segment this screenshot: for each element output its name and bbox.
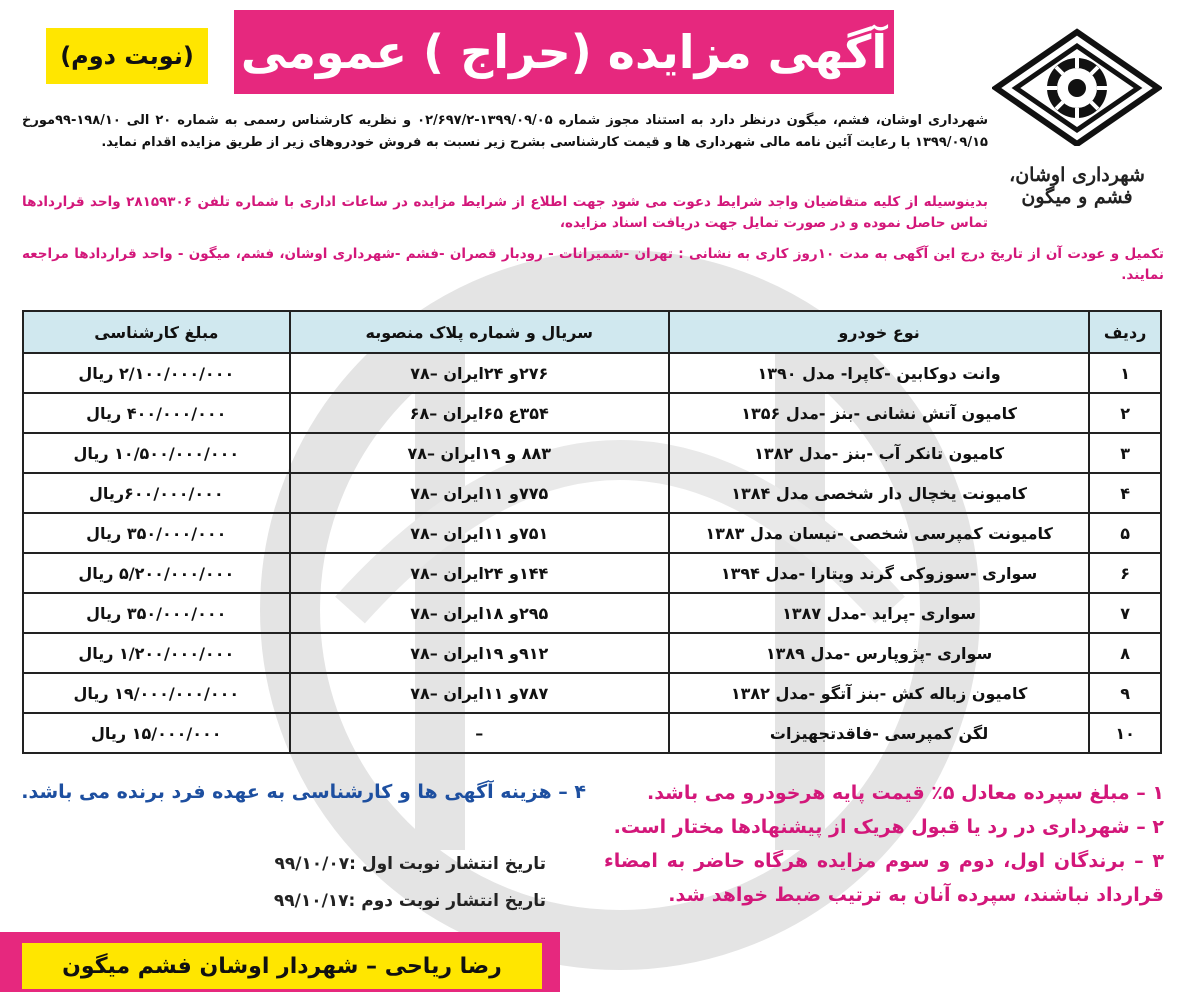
plate-number: ۳۵۴ع ۶۵ایران –۶۸ [290,393,669,433]
table-header-row [23,311,1161,353]
vehicle-type: کامیون تانکر آب -بنز -مدل ۱۳۸۲ [669,433,1089,473]
intro-paragraph: شهرداری اوشان، فشم، میگون درنظر دارد به استناد مجوز شماره ۱۳۹۹/۰۹/۰۵-۰۲/۶۹۷/۲ و نظریه کارشناس رسمی به شماره ۲۰ الی ۱۹۸/۱۰-۹۹مورخ ۱۳۹۹/۰۹/۱۵ با رعایت آئین نامه مالی شهرداری ها و قیمت کارشناسی بشرح زیر نسبت به فروش خودروهای زیر از طریق مزایده اقدام نماید. [22,113,988,150]
note-rejection-right: ۲ – شهرداری در رد یا قبول هریک از پیشنهادها مختار است. [613,816,1164,838]
vehicle-type: لگن کمپرسی -فاقدتجهیزات [669,713,1089,753]
appraisal-price: ۱۰/۵۰۰/۰۰۰/۰۰۰ ریال [23,433,290,473]
table-row [23,513,1161,553]
round-badge [46,28,208,84]
appraisal-price: ۳۵۰/۰۰۰/۰۰۰ ریال [23,513,290,553]
plate-number: ۷۷۵و ۱۱ایران –۷۸ [290,473,669,513]
plate-number: ۷۵۱و ۱۱ایران –۷۸ [290,513,669,553]
row-number: ۱۰ [1089,713,1161,753]
appraisal-price: ۵/۲۰۰/۰۰۰/۰۰۰ ریال [23,553,290,593]
header-price: مبلغ کارشناسی [23,311,290,353]
table-row [23,673,1161,713]
plate-number: ۸۸۳ و ۱۹ایران –۷۸ [290,433,669,473]
appraisal-price: ۱۵/۰۰۰/۰۰۰ ریال [23,713,290,753]
vehicle-type: سواری -سوزوکی گرند ویتارا -مدل ۱۳۹۴ [669,553,1089,593]
appraisal-price: ۱۹/۰۰۰/۰۰۰/۰۰۰ ریال [23,673,290,713]
vehicle-type: سواری -پراید -مدل ۱۳۸۷ [669,593,1089,633]
row-number: ۹ [1089,673,1161,713]
round-badge-label: (نوبت دوم) [60,42,194,70]
plate-number: ۱۴۴و ۲۴ایران –۷۸ [290,553,669,593]
conditions-notes [604,776,1164,912]
invitation-continued: تکمیل و عودت آن از تاریخ درج این آگهی به مدت ۱۰روز کاری به نشانی : تهران -شمیرانات - رودبار قصران -فشم -شهرداری اوشان، فشم، میگون - واحد قراردادها مراجعه نمایند. [22,246,1164,283]
table-row [23,593,1161,633]
vehicle-type: کامیونت کمپرسی شخصی -نیسان مدل ۱۳۸۳ [669,513,1089,553]
row-number: ۶ [1089,553,1161,593]
row-number: ۱ [1089,353,1161,393]
signature-bar [22,943,542,989]
row-number: ۷ [1089,593,1161,633]
page-title-banner [234,10,894,94]
header-plate: سریال و شماره پلاک منصوبه [290,311,669,353]
header-vehicle-type: نوع خودرو [669,311,1089,353]
plate-number: ۲۷۶و ۲۴ایران –۷۸ [290,353,669,393]
note-winners: ۳ – برندگان اول، دوم و سوم مزایده هرگاه حاضر به امضاء قرارداد نباشند، سپرده آنان به ترتیب ضبط خواهد شد. [604,850,1164,906]
vehicle-type: کامیونت یخچال دار شخصی مدل ۱۳۸۴ [669,473,1089,513]
table-row [23,713,1161,753]
row-number: ۳ [1089,433,1161,473]
vehicle-type: کامیون زباله کش -بنز آتگو -مدل ۱۳۸۲ [669,673,1089,713]
header-row-number: ردیف [1089,311,1161,353]
logo-text: شهرداری اوشان، فشم و میگون [1009,164,1145,208]
table-row [23,553,1161,593]
plate-number: ۹۱۲و ۱۹ایران –۷۸ [290,633,669,673]
row-number: ۴ [1089,473,1161,513]
cost-note: ۴ – هزینه آگهی ها و کارشناسی به عهده فرد برنده می باشد. [21,781,586,803]
vehicle-type: کامیون آتش نشانی -بنز -مدل ۱۳۵۶ [669,393,1089,433]
table-row [23,353,1161,393]
appraisal-price: ۴۰۰/۰۰۰/۰۰۰ ریال [23,393,290,433]
table-row [23,433,1161,473]
plate-number: ۲۹۵و ۱۸ایران –۷۸ [290,593,669,633]
logo-emblem-icon [992,28,1162,146]
note-deposit: ۱ – مبلغ سپرده معادل ۵٪ قیمت پایه هرخودرو می باشد. [646,782,1164,804]
invitation-paragraph: بدینوسیله از کلیه متقاضیان واجد شرایط دعوت می شود جهت اطلاع از شرایط مزایده در ساعات اداری با شماره تلفن ۲۸۱۵۹۳۰۶ واحد قراردادها تماس حاصل نموده و در صورت تمایل جهت دریافت اسناد مزایده، [22,194,988,231]
appraisal-price: ۳۵۰/۰۰۰/۰۰۰ ریال [23,593,290,633]
vehicles-table [22,310,1162,754]
row-number: ۵ [1089,513,1161,553]
row-number: ۲ [1089,393,1161,433]
table-row [23,473,1161,513]
table-row [23,393,1161,433]
vehicle-type: سواری -پژوپارس -مدل ۱۳۸۹ [669,633,1089,673]
second-publish-date: تاریخ انتشار نوبت دوم :۹۹/۱۰/۱۷ [273,891,546,911]
appraisal-price: ۲/۱۰۰/۰۰۰/۰۰۰ ریال [23,353,290,393]
mayor-signature: رضا ریاحی – شهردار اوشان فشم میگون [62,953,502,979]
appraisal-price: ۱/۲۰۰/۰۰۰/۰۰۰ ریال [23,633,290,673]
page-title: آگهی مزایده (حراج ) عمومی [240,25,888,79]
municipality-logo [992,28,1162,208]
first-publish-date: تاریخ انتشار نوبت اول :۹۹/۱۰/۰۷ [274,854,546,874]
appraisal-price: ۶۰۰/۰۰۰/۰۰۰ریال [23,473,290,513]
plate-number: – [290,713,669,753]
vehicle-type: وانت دوکابین -کاپرا- مدل ۱۳۹۰ [669,353,1089,393]
table-row [23,633,1161,673]
row-number: ۸ [1089,633,1161,673]
plate-number: ۷۸۷و ۱۱ایران –۷۸ [290,673,669,713]
